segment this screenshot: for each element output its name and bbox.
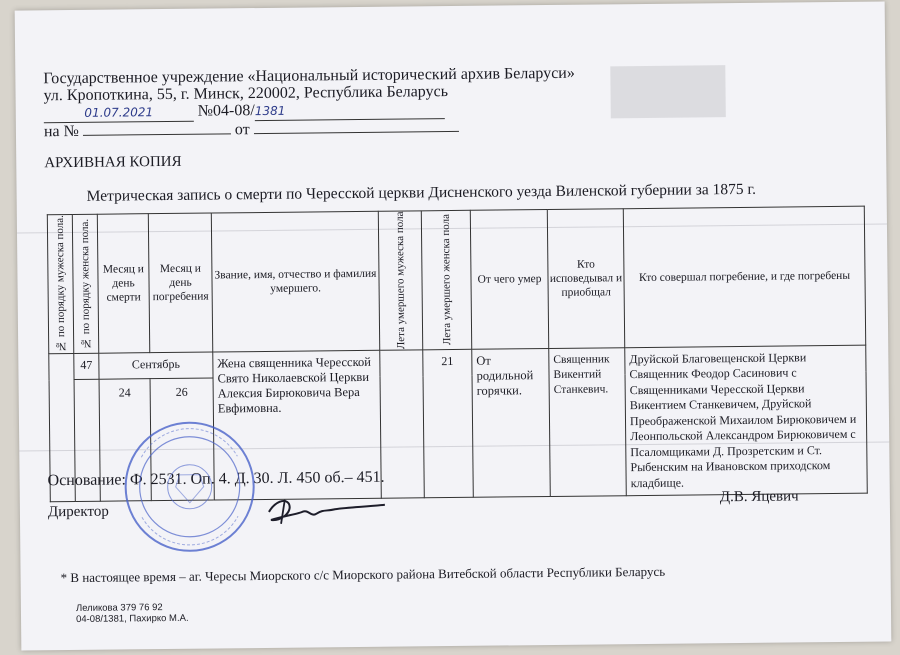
table-header-row: [47, 206, 865, 353]
cell-death-day: 24: [99, 379, 151, 501]
reference-date-label: от: [234, 121, 250, 139]
cell-burial-day: 26: [150, 378, 214, 500]
redacted-area: [610, 65, 726, 118]
col-burial: Кто совершал погребение, и где погребены: [623, 206, 865, 347]
cell-burial: Друйской Благовещенской Церкви Священник Феодор Сасинович с Священниками Чересской Церкви Викентием Станкевичем, Друйской Преображенской Михаилом Бирюковичем и Леонпольской Александром Бирюковичем с Псаломщиками Д. Прозретским и Ст. Рыбенским на Ивановском приходском кладбище.: [625, 345, 868, 496]
reference-number-blank: [83, 133, 231, 136]
col-age-female: Лета умершего женска пола: [439, 214, 454, 346]
institution-name: Государственное учреждение «Национальный исторический архив Беларуси»: [43, 64, 575, 88]
cell-age-female: 21: [423, 349, 474, 498]
director-label: Директор: [47, 503, 109, 521]
col-male-no: № по порядку мужеска пола.: [53, 215, 68, 353]
director-name: Д.В. Яцевич: [719, 488, 799, 506]
document-title: Метрическая запись о смерти по Чересской церкви Дисненского уезда Виленской губернии за 1875 г.: [86, 180, 757, 205]
institution-address: ул. Кропоткина, 55, г. Минск, 220002, Республика Беларусь: [43, 83, 449, 105]
col-death-date: Месяц и день смерти: [97, 214, 149, 353]
footnote: * В настоящее время – аг. Чересы Миорского с/с Миорского района Витебской области Республики Беларусь: [60, 563, 666, 586]
reference-date-blank: [254, 131, 459, 134]
col-name: Звание, имя, отчество и фамилия умершего.: [211, 211, 379, 351]
col-burial-date: Месяц и день погребения: [148, 213, 212, 352]
col-confessor: Кто исповедывал и приобщал: [547, 209, 624, 348]
col-female-no: № по порядку женска пола.: [78, 218, 93, 349]
outgoing-number-label: №04-08/: [197, 102, 255, 120]
handwritten-number: 1381: [255, 101, 445, 121]
archive-document-page: [15, 1, 892, 650]
executor-line-2: 04-08/1381, Пахирко М.А.: [75, 612, 189, 625]
cell-month: Сентябрь: [99, 352, 213, 380]
cell-confessor: Священник Викентий Станкевич.: [549, 347, 627, 496]
archival-basis: Основание: Ф. 2531. Оп. 4. Д. 30. Л. 450 об.– 451.: [47, 468, 385, 490]
cell-female-no: 47: [74, 353, 99, 380]
cell-cause: От родильной горячки.: [472, 348, 551, 497]
letterhead: [43, 65, 575, 141]
handwritten-date: 01.07.2021: [44, 104, 194, 124]
executor-info: [76, 602, 189, 625]
col-age-male: Лета умершего мужеска пола: [393, 211, 408, 350]
cell-age-male: [380, 349, 425, 498]
official-seal-stamp: [119, 416, 260, 557]
executor-line-1: Леликова 379 76 92: [75, 602, 163, 614]
col-cause: От чего умер: [470, 210, 548, 349]
reference-number-label: на №: [43, 122, 79, 141]
director-signature: [255, 489, 395, 530]
document-type: АРХИВНАЯ КОПИЯ: [44, 153, 182, 172]
cell-name: Жена священника Чересской Свято Николаевской Церкви Алексия Бирюковича Вера Евфимовна.: [213, 350, 382, 500]
